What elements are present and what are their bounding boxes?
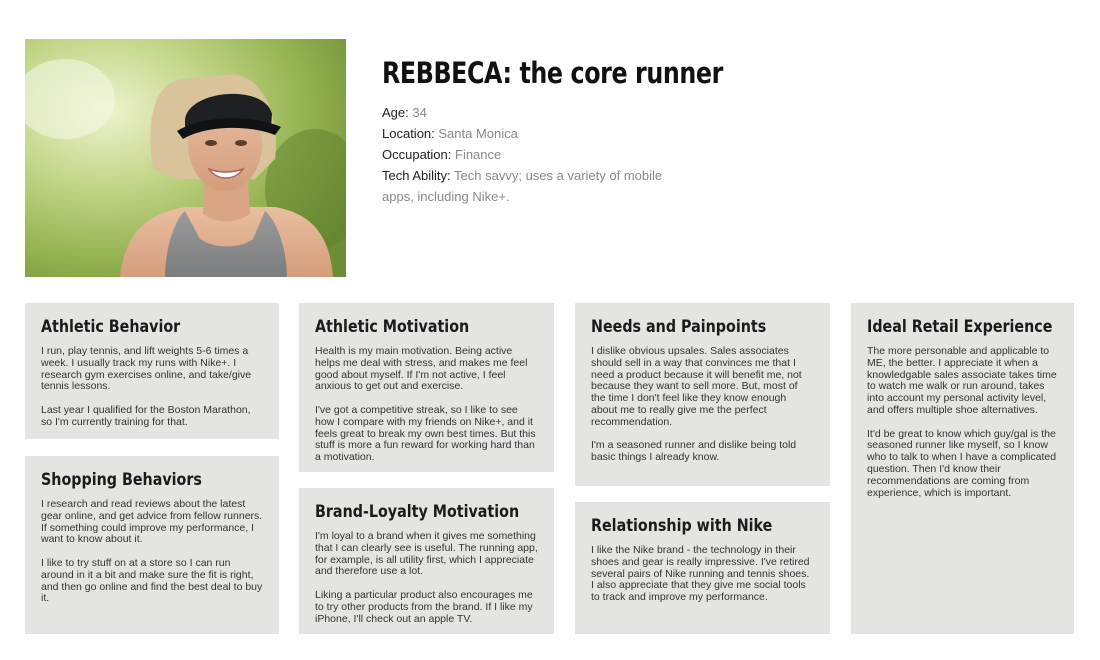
fact-label: Occupation:: [382, 147, 452, 162]
fact-label: Age:: [382, 105, 409, 120]
card-brand-loyalty: [299, 488, 554, 634]
fact-label: Location:: [382, 126, 435, 141]
card-ideal-retail: [851, 303, 1074, 634]
fact-label: Tech Ability:: [382, 168, 451, 183]
card-paragraph: The more personable and applicable to ME, the better. I appreciate it when a knowledgable sales associate takes time to watch me walk or run around, takes into account my personal activity level, and offers multiple shoe alternatives.: [867, 345, 1057, 416]
persona-portrait-illustration: [25, 39, 346, 277]
card-paragraph: Last year I qualified for the Boston Marathon, so I'm currently training for that.: [41, 403, 251, 428]
card-paragraph: I've got a competitive streak, so I like to see how I compare with my friends on Nike+, and it feels great to break my own best times. But this stuff is more a fun reward for working hard than a motivation.: [315, 403, 536, 464]
persona-header: [382, 56, 1062, 207]
card-shopping-behaviors: [25, 456, 279, 634]
card-paragraph: Health is my main motivation. Being active helps me deal with stress, and makes me feel good about myself. If I'm not active, I feel anxious to get out and exercise.: [315, 345, 528, 393]
fact-age: [382, 102, 692, 123]
fact-location: [382, 123, 692, 144]
persona-title: REBBECA: the core runner: [382, 56, 723, 90]
card-paragraph: It'd be great to know which guy/gal is the seasoned runner like myself, so I know who to talk to when I have a complicated question. Then I'd know their recommendations are coming from experience, which is important.: [867, 427, 1057, 499]
fact-value: 34: [412, 105, 427, 120]
persona-photo: [25, 39, 346, 277]
card-paragraph: I like the Nike brand - the technology in their shoes and gear is really impressive. I've retired several pairs of Nike running and tennis shoes. I also appreciate that they give me social tools to track and improve my performance.: [591, 544, 810, 604]
fact-tech-ability: [382, 165, 692, 207]
card-paragraph: I'm loyal to a brand when it gives me something that I can clearly see is useful. The running app, for example, is all utility first, which I appreciate and therefore use a lot.: [315, 530, 538, 578]
card-athletic-behavior: [25, 303, 279, 439]
card-title: Relationship with Nike: [591, 516, 773, 536]
card-paragraph: I dislike obvious upsales. Sales associates should sell in a way that convinces me that I need a product because it will benefit me, not because they want to sell more. But, most of the time I don't feel like they know enough about me to really give me the perfect recommendation.: [591, 345, 802, 428]
persona-facts: [382, 102, 692, 207]
fact-occupation: [382, 144, 692, 165]
card-paragraph: I'm a seasoned runner and dislike being told basic things I already know.: [591, 439, 797, 464]
fact-value: Tech savvy; uses a variety of mobile apps, including Nike+.: [382, 168, 663, 204]
card-title: Ideal Retail Experience: [867, 317, 1053, 337]
card-paragraph: I like to try stuff on at a store so I can run around in it a bit and make sure the fit is right, and then go online and find the best deal to buy it.: [41, 556, 263, 605]
card-title: Brand-Loyalty Motivation: [315, 502, 520, 522]
card-paragraph: I research and read reviews about the latest gear online, and get advice from fellow runners. If something could improve my performance, I want to know about it.: [41, 498, 263, 546]
card-needs-painpoints: [575, 303, 830, 486]
card-title: Needs and Painpoints: [591, 317, 767, 337]
fact-value: Finance: [455, 147, 502, 162]
card-paragraph: Liking a particular product also encourages me to try other products from the brand. If I like my iPhone, I'll check out an apple TV.: [315, 588, 533, 625]
fact-value: Santa Monica: [438, 126, 518, 141]
card-paragraph: I run, play tennis, and lift weights 5-6 times a week. I usually track my runs with Nike+. I research gym exercises online, and take/give tennis lessons.: [41, 345, 252, 393]
card-athletic-motivation: [299, 303, 554, 472]
card-title: Athletic Behavior: [41, 317, 181, 337]
card-title: Athletic Motivation: [315, 317, 470, 337]
card-title: Shopping Behaviors: [41, 470, 202, 490]
card-relationship-nike: [575, 502, 830, 634]
